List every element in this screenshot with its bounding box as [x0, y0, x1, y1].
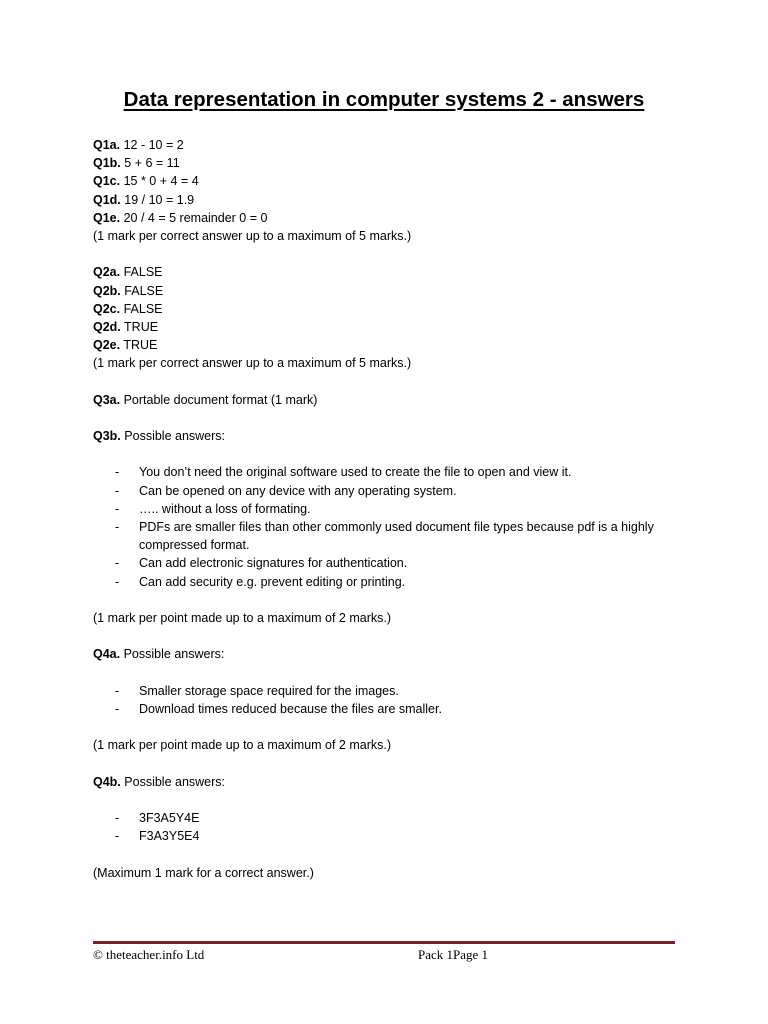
mark-note: (1 mark per correct answer up to a maximum of 5 marks.)	[93, 356, 412, 371]
answer-text: 12 - 10 = 2	[123, 138, 184, 152]
answers-body	[93, 136, 693, 882]
question-label: Q4b.	[93, 774, 121, 789]
answer-line	[93, 209, 693, 227]
footer-page-number: Pack 1Page 1	[418, 947, 489, 962]
answer-text: TRUE	[124, 319, 159, 334]
list-item-text: Can be opened on any device with any operating system.	[139, 483, 457, 498]
question-label: Q4a.	[93, 647, 121, 662]
answer-line	[93, 263, 693, 281]
question-label: Q3b.	[93, 429, 121, 443]
list-item	[93, 809, 693, 827]
list-item	[93, 573, 693, 591]
footer-rule	[93, 941, 675, 944]
dash-bullet: -	[115, 556, 120, 571]
answer-text: Possible answers:	[124, 429, 226, 443]
dash-bullet: -	[115, 683, 120, 698]
question-label: Q1d.	[93, 192, 121, 207]
question-label: Q2a.	[93, 265, 121, 280]
list-item	[93, 500, 693, 518]
dash-bullet: -	[115, 574, 120, 589]
list-item-text: Can add security e.g. prevent editing or printing.	[139, 574, 406, 589]
dash-bullet: -	[115, 811, 120, 826]
dash-bullet: -	[115, 701, 120, 716]
list-item-text: Can add electronic signatures for authentication.	[139, 556, 408, 571]
question-label: Q1a.	[93, 138, 121, 152]
answer-line	[93, 282, 693, 300]
list-item-text: Download times reduced because the files are smaller.	[139, 701, 442, 716]
dash-bullet: -	[115, 501, 120, 516]
answer-text: TRUE	[123, 338, 158, 353]
question-label: Q1e.	[93, 210, 121, 225]
question-label: Q3a.	[93, 392, 121, 407]
list-item	[93, 554, 693, 572]
dash-bullet: -	[115, 483, 120, 498]
question-label: Q2e.	[93, 338, 121, 353]
answer-text: 15 * 0 + 4 = 4	[123, 174, 199, 189]
answer-text: Portable document format (1 mark)	[123, 392, 318, 407]
answer-line	[93, 318, 693, 336]
answer-line	[93, 645, 693, 663]
question-label: Q2b.	[93, 283, 121, 298]
list-item-text: ….. without a loss of formating.	[139, 501, 311, 516]
list-item	[93, 518, 693, 554]
answer-text: FALSE	[123, 265, 163, 280]
answer-text: 5 + 6 = 11	[124, 156, 180, 171]
answer-line	[93, 191, 693, 209]
page-title-text: Data representation in computer systems 2 - answers	[123, 88, 645, 111]
answer-line	[93, 300, 693, 318]
list-item-text: F3A3Y5E4	[139, 829, 200, 844]
answer-line	[93, 391, 693, 409]
answer-text: Possible answers:	[124, 774, 226, 789]
question-label: Q2d.	[93, 319, 121, 334]
answer-text: 20 / 4 = 5 remainder 0 = 0	[123, 210, 268, 225]
answer-text: 19 / 10 = 1.9	[124, 192, 195, 207]
mark-note: (1 mark per point made up to a maximum of 2 marks.)	[93, 610, 392, 625]
mark-note: (1 mark per correct answer up to a maximum of 5 marks.)	[93, 228, 412, 243]
list-item	[93, 700, 693, 718]
page-title	[0, 88, 768, 112]
list-item-text: Smaller storage space required for the images.	[139, 683, 399, 698]
list-item-text: PDFs are smaller files than other commonly used document file types because pdf is a highly compressed format.	[139, 519, 654, 553]
dash-bullet: -	[115, 465, 120, 480]
answer-line	[93, 172, 693, 190]
list-item	[93, 482, 693, 500]
footer-copyright: © theteacher.info Ltd	[93, 947, 205, 962]
answer-text: FALSE	[123, 301, 163, 316]
answer-text: FALSE	[124, 283, 164, 298]
dash-bullet: -	[115, 519, 120, 534]
answer-text: Possible answers:	[123, 647, 225, 662]
list-item-text: 3F3A5Y4E	[139, 811, 200, 826]
list-item	[93, 682, 693, 700]
question-label: Q2c.	[93, 301, 121, 316]
answer-line	[93, 427, 693, 445]
answer-line	[93, 154, 693, 172]
list-item	[93, 827, 693, 845]
answer-line	[93, 773, 693, 791]
mark-note: (1 mark per point made up to a maximum of 2 marks.)	[93, 738, 392, 753]
dash-bullet: -	[115, 829, 120, 844]
answer-line	[93, 136, 693, 154]
answer-line	[93, 336, 693, 354]
mark-note: (Maximum 1 mark for a correct answer.)	[93, 865, 314, 880]
list-item-text: You don’t need the original software used to create the file to open and view it.	[139, 465, 572, 480]
question-label: Q1c.	[93, 174, 121, 189]
question-label: Q1b.	[93, 156, 121, 171]
list-item	[93, 463, 693, 481]
